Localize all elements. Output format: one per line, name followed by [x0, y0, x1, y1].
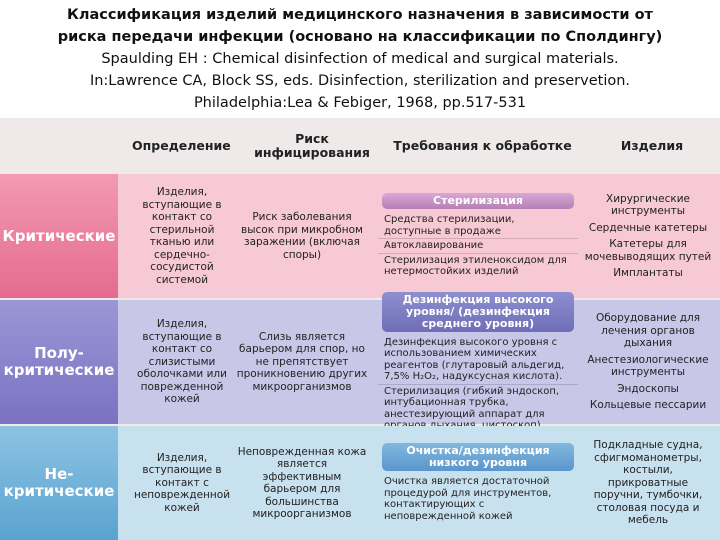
item-entry: Хирургические инструменты: [606, 192, 690, 217]
item-entry: Подкладные судна, сфигмоманометры, костыли, прикроватные поручни, тумбочки, столовая посуда и мебель: [593, 439, 703, 527]
requirement-title-badge: Очистка/дезинфекция низкого уровня: [382, 443, 574, 471]
title-line-2: риска передачи инфекции (основано на классификации по Сполдингу): [57, 29, 663, 45]
requirement-line: Автоклавирование: [378, 239, 578, 254]
risk-cell: Неповрежденная кожа является эффективным барьером для большинства микроорганизмов: [237, 445, 367, 520]
citation-line-2: In:Lawrence CA, Block SS, eds. Disinfection, sterilization and preservetion.: [89, 73, 631, 89]
column-header-risk: Риск инфицирования: [254, 131, 370, 160]
risk-cell: Слизь является барьером для спор, но не препятствует проникновению других микроорганизмов: [236, 330, 368, 393]
item-entry: Анестезиологические инструменты: [587, 353, 709, 379]
table-row-critical: [0, 174, 720, 298]
definition-cell: Изделия, вступающие в контакт со стерильной тканью или сердечно-сосудистой системой: [142, 186, 222, 286]
citation-line-3: Philadelphia:Lea & Febiger, 1968, pp.517-531: [193, 95, 527, 111]
item-entry: Катетеры для мочевыводящих путей: [584, 238, 712, 263]
item-entry: Имплантаты: [613, 267, 683, 279]
definition-cell: Изделия, вступающие в контакт с неповрежденной кожей: [133, 451, 231, 514]
requirements-cell: [378, 174, 578, 298]
items-cell: [584, 300, 712, 424]
requirement-line: Средства стерилизации, доступные в продаже: [378, 213, 578, 239]
item-entry: Эндоскопы: [617, 382, 679, 395]
risk-cell: Риск заболевания высок при микробном заражении (включая споры): [241, 211, 363, 261]
item-entry: Кольцевые пессарии: [589, 399, 707, 412]
requirement-title-badge: Стерилизация: [382, 193, 574, 209]
items-cell: [584, 174, 712, 298]
title-line-1: Классификация изделий медицинского назначения в зависимости от: [67, 7, 653, 23]
column-header-definition: Определение: [132, 138, 231, 153]
category-label: Полу-критические: [0, 300, 118, 424]
requirement-line: Стерилизация (гибкий эндоскоп, интубационная трубка, анестезирующий аппарат для: [384, 385, 560, 420]
requirement-line: Очистка является достаточной процедурой для инструментов, контактирующих с неповрежденной кожей: [384, 476, 552, 522]
item-entry: Оборудование для лечения органов дыхания: [595, 312, 701, 350]
slide-header: [0, 0, 720, 118]
table-row-semi-critical: [0, 292, 720, 424]
requirements-cell: [378, 292, 578, 424]
requirements-cell: [378, 426, 578, 540]
table-row-non-critical: [0, 426, 720, 540]
classification-table: [0, 118, 720, 540]
requirement-line: Дезинфекция высокого уровня с использованием химических реагентов (глутаровый альдегид, 7,5% H₂O₂, надуксусная кислота).: [378, 336, 578, 385]
definition-cell: Изделия, вступающие в контакт со слизистыми оболочками или поврежденной кожей: [137, 318, 227, 406]
column-header-items: Изделия: [620, 138, 684, 153]
column-header-requirements: Требования к обработке: [393, 138, 572, 153]
requirement-line: Стерилизация этиленоксидом для нетермостойких изделий: [384, 254, 567, 278]
citation-line-1: Spaulding EH : Chemical disinfection of medical and surgical materials.: [101, 51, 619, 67]
requirement-title-badge: Дезинфекция высокого уровня/ (дезинфекция среднего уровня): [382, 292, 574, 332]
items-cell: [584, 426, 712, 540]
item-entry: Сердечные катетеры: [588, 221, 708, 234]
category-label: Критические: [0, 174, 118, 298]
category-label: Не-критические: [0, 426, 118, 540]
